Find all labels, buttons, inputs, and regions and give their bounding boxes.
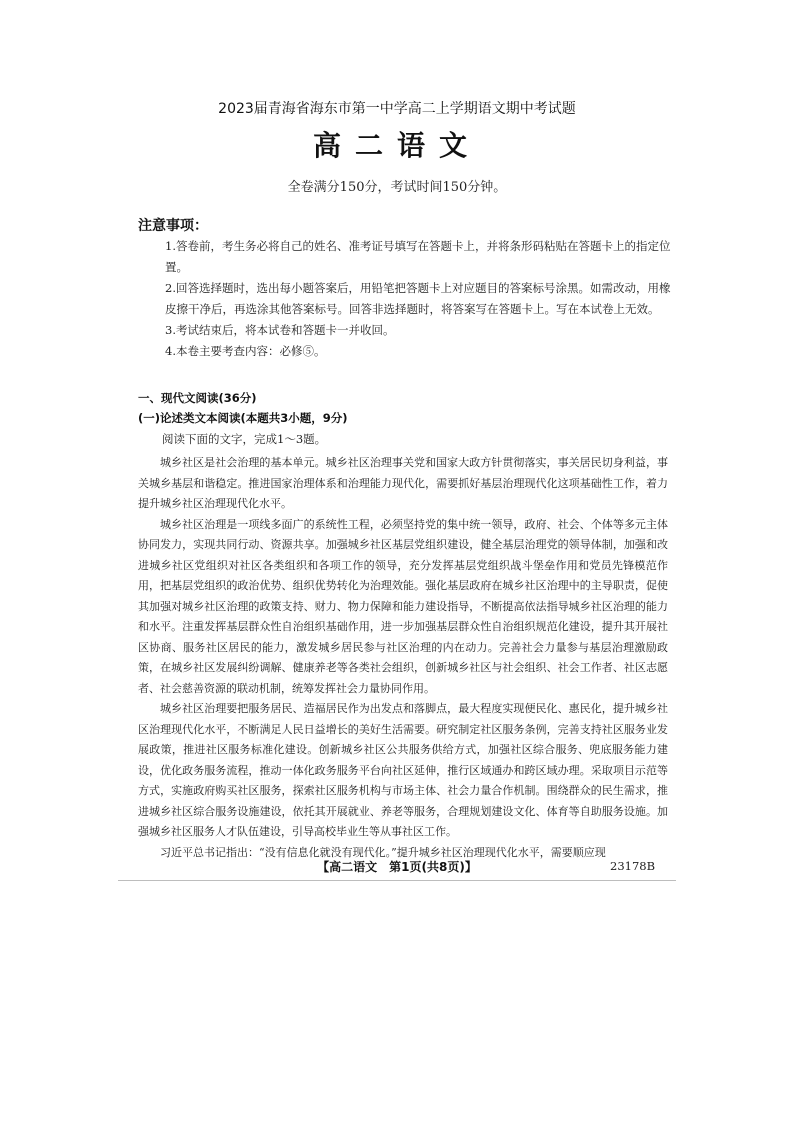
passage-paragraph: 习近平总书记指出：“没有信息化就没有现代化。”提升城乡社区治理现代化水平，需要顺应现 (160, 845, 606, 859)
notice-list (165, 236, 675, 362)
document-header-title: 2023届青海省海东市第一中学高二上学期语文期中考试题 (218, 101, 576, 117)
subject-title: 高二语文 (312, 129, 481, 162)
footer-page-label: 【高二语文 第1页(共8页)】 (317, 860, 477, 874)
passage-paragraph: 城乡社区治理是一项线多面广的系统性工程，必须坚持党的集中统一领导，政府、社会、个体等多元主体协同发力，实现共同行动、资源共享。加强城乡社区基层党组织建设，健全基层治理党的领导体制，加强和改进城乡社区党组织对社区各类组织和各项工作的领导，充分发挥基层党组织战斗堡垒作用和党员先锋模范作用，把基层党组织的政治优势、组织优势转化为治理效能。强化基层政府在城乡社区治理中的主导职责，促使其加强对城乡社区治理的政策支持、财力、物力保障和能力建设指导，不断提高依法指导城乡社区治理的能力和水平。注重发挥基层群众性自治组织基础作用，进一步加强基层群众性自治组织规范化建设，提升其开展社区协商、服务社区居民的能力，激发城乡居民参与社区治理的内在动力。完善社会力量参与基层治理激励政策，在城乡社区发展纠纷调解、健康养老等各类社会组织，创新城乡社区与社会组织、社会工作者、社区志愿者、社会慈善资源的联动机制，统筹发挥社会力量协同作用。 (138, 517, 668, 695)
notice-item: 3.考试结束后，将本试卷和答题卡一并收回。 (165, 323, 395, 337)
notice-heading: 注意事项： (138, 218, 208, 234)
footer-code: 23178B (610, 859, 656, 873)
sub-section-heading: (一)论述类文本阅读(本题共3小题，9分) (138, 411, 348, 425)
reading-instruction: 阅读下面的文字，完成1～3题。 (162, 432, 327, 446)
notice-item: 1.答卷前，考生务必将自己的姓名、准考证号填写在答题卡上，并将条形码粘贴在答题卡上的指定位置。 (165, 239, 671, 274)
passage-paragraph: 城乡社区治理要把服务居民、造福居民作为出发点和落脚点，最大程度实现便民化、惠民化，提升城乡社区治理现代化水平，不断满足人民日益增长的美好生活需要。研究制定社区服务条例，完善支持社区服务业发展政策，推进社区服务标准化建设。创新城乡社区公共服务供给方式，加强社区综合服务、兜底服务能力建设，优化政务服务流程，推动一体化政务服务平台向社区延伸，推行区域通办和跨区域办理。采取项目示范等方式，实施政府购买社区服务，探索社区服务机构与市场主体、社会力量合作机制。围绕群众的民生需求，推进城乡社区综合服务设施建设，依托其开展就业、养老等服务，合理规划建设文化、体育等自助服务设施。加强城乡社区服务人才队伍建设，引导高校毕业生等从事社区工作。 (138, 702, 668, 838)
notice-item: 2.回答选择题时，选出每小题答案后，用铅笔把答题卡上对应题目的答案标号涂黑。如需改动，用橡皮擦干净后，再选涂其他答案标号。回答非选择题时，将答案写在答题卡上。写在本试卷上无效。 (165, 281, 671, 316)
passage-paragraph: 城乡社区是社会治理的基本单元。城乡社区治理事关党和国家大政方针贯彻落实，事关居民切身利益，事关城乡基层和谐稳定。推进国家治理体系和治理能力现代化，需要抓好基层治理现代化这项基础性工作，着力提升城乡社区治理现代化水平。 (138, 456, 668, 510)
exam-meta: 全卷满分150分，考试时间150分钟。 (287, 180, 507, 195)
part-heading: 一、现代文阅读(36分) (138, 391, 257, 405)
reading-passage (138, 453, 668, 863)
footer-divider (118, 880, 676, 881)
notice-item: 4.本卷主要考查内容：必修⑤。 (165, 344, 326, 358)
